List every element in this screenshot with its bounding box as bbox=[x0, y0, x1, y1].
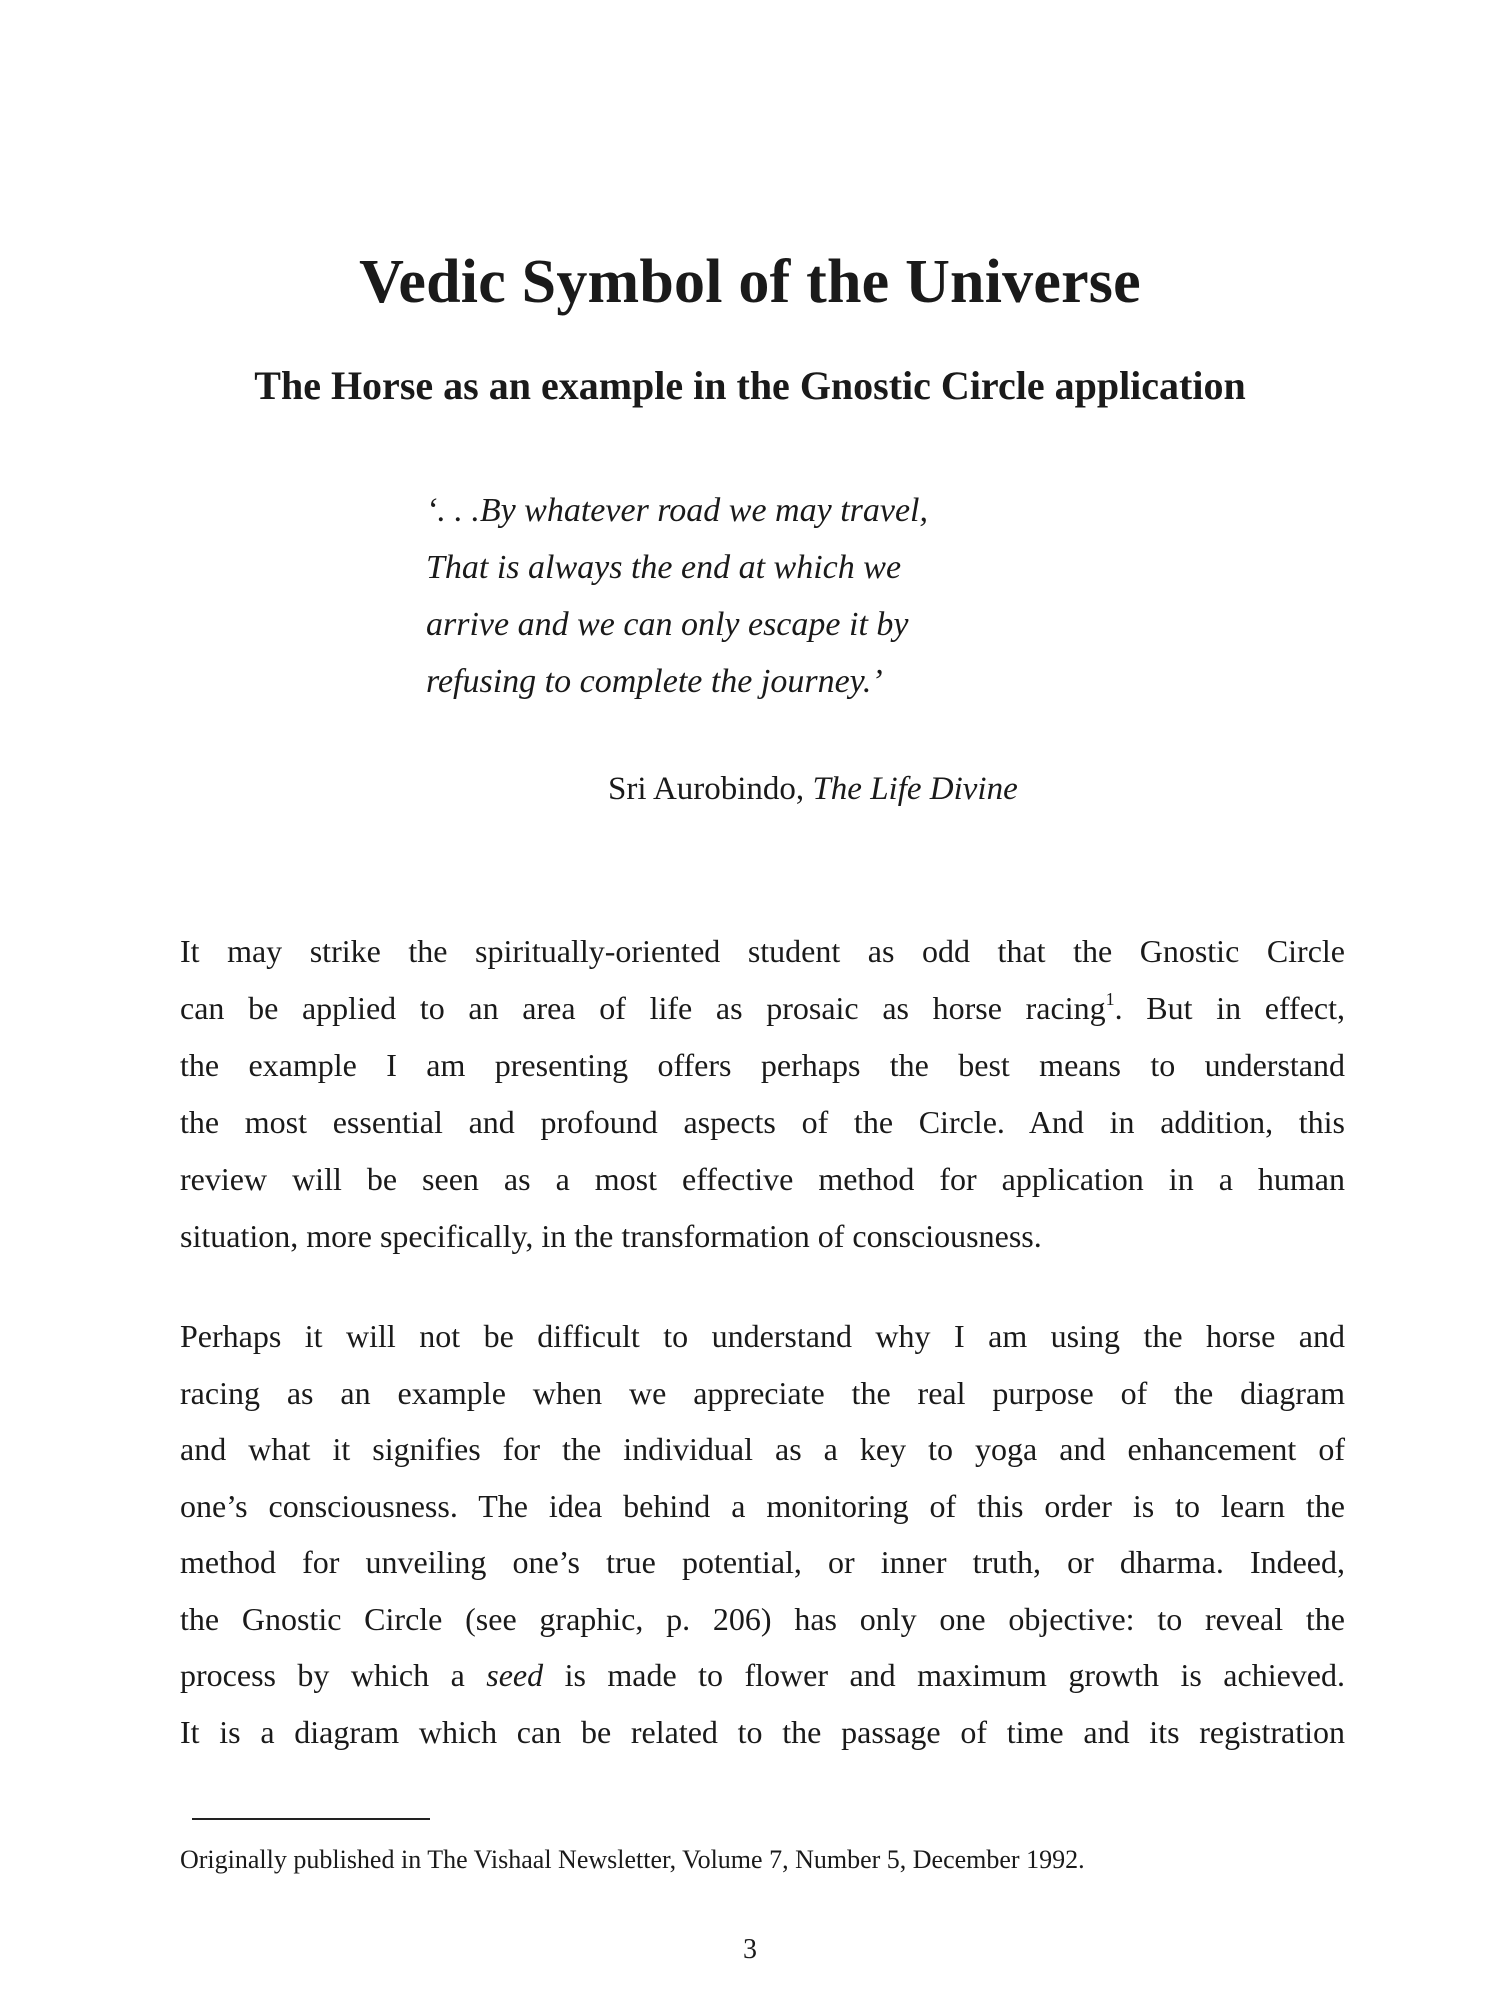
epigraph-line: refusing to complete the journey.’ bbox=[426, 663, 883, 700]
body-paragraph-1 bbox=[180, 923, 1345, 1265]
footnote-marker: 1 bbox=[1105, 989, 1115, 1009]
chapter-subtitle: The Horse as an example in the Gnostic Circle application bbox=[254, 363, 1246, 408]
text-line: the most essential and profound aspects of the Circle. And in addition, this bbox=[180, 1104, 1345, 1140]
attribution-author: Sri Aurobindo, bbox=[608, 771, 813, 807]
epigraph-line: That is always the end at which we bbox=[426, 549, 902, 586]
epigraph-quote bbox=[426, 482, 1026, 710]
emphasized-word: seed bbox=[486, 1657, 544, 1693]
text-line: the Gnostic Circle (see graphic, p. 206) has only one objective: to reveal the bbox=[180, 1600, 1345, 1637]
text-line: and what it signifies for the individual as a key to yoga and enhancement of bbox=[180, 1431, 1345, 1467]
attribution-work-title: The Life Divine bbox=[812, 771, 1018, 807]
text-fragment: . But in effect, bbox=[1114, 990, 1346, 1026]
text-line bbox=[180, 1647, 1345, 1704]
text-line: one’s consciousness. The idea behind a monitoring of this order is to learn the bbox=[180, 1487, 1345, 1524]
text-fragment: is made to flower and maximum growth is achieved. bbox=[543, 1657, 1346, 1693]
text-line: review will be seen as a most effective method for application in a human bbox=[180, 1161, 1345, 1197]
page-number: 3 bbox=[743, 1934, 757, 1965]
epigraph-line: arrive and we can only escape it by bbox=[426, 606, 909, 643]
epigraph-line: ‘. . .By whatever road we may travel, bbox=[426, 492, 928, 529]
body-paragraph-2 bbox=[180, 1308, 1345, 1760]
chapter-title: Vedic Symbol of the Universe bbox=[359, 248, 1141, 316]
text-line: situation, more specifically, in the transformation of consciousness. bbox=[180, 1218, 1042, 1254]
footnote-divider bbox=[192, 1818, 430, 1820]
text-line: method for unveiling one’s true potential, or inner truth, or dharma. Indeed, bbox=[180, 1544, 1345, 1580]
text-fragment: process by which a bbox=[180, 1657, 487, 1693]
text-line: It may strike the spiritually-oriented student as odd that the Gnostic Circle bbox=[180, 933, 1345, 969]
footnote: Originally published in The Vishaal Newsletter, Volume 7, Number 5, December 1992. bbox=[180, 1845, 1085, 1874]
text-line bbox=[180, 980, 1345, 1037]
text-fragment: can be applied to an area of life as prosaic as horse racing bbox=[180, 990, 1106, 1026]
epigraph-attribution bbox=[608, 764, 1018, 814]
text-line: Perhaps it will not be difficult to understand why I am using the horse and bbox=[180, 1318, 1345, 1354]
text-line: the example I am presenting offers perhaps the best means to understand bbox=[180, 1047, 1345, 1083]
text-line: racing as an example when we appreciate the real purpose of the diagram bbox=[180, 1374, 1345, 1411]
text-line: It is a diagram which can be related to the passage of time and its registration bbox=[180, 1713, 1345, 1750]
